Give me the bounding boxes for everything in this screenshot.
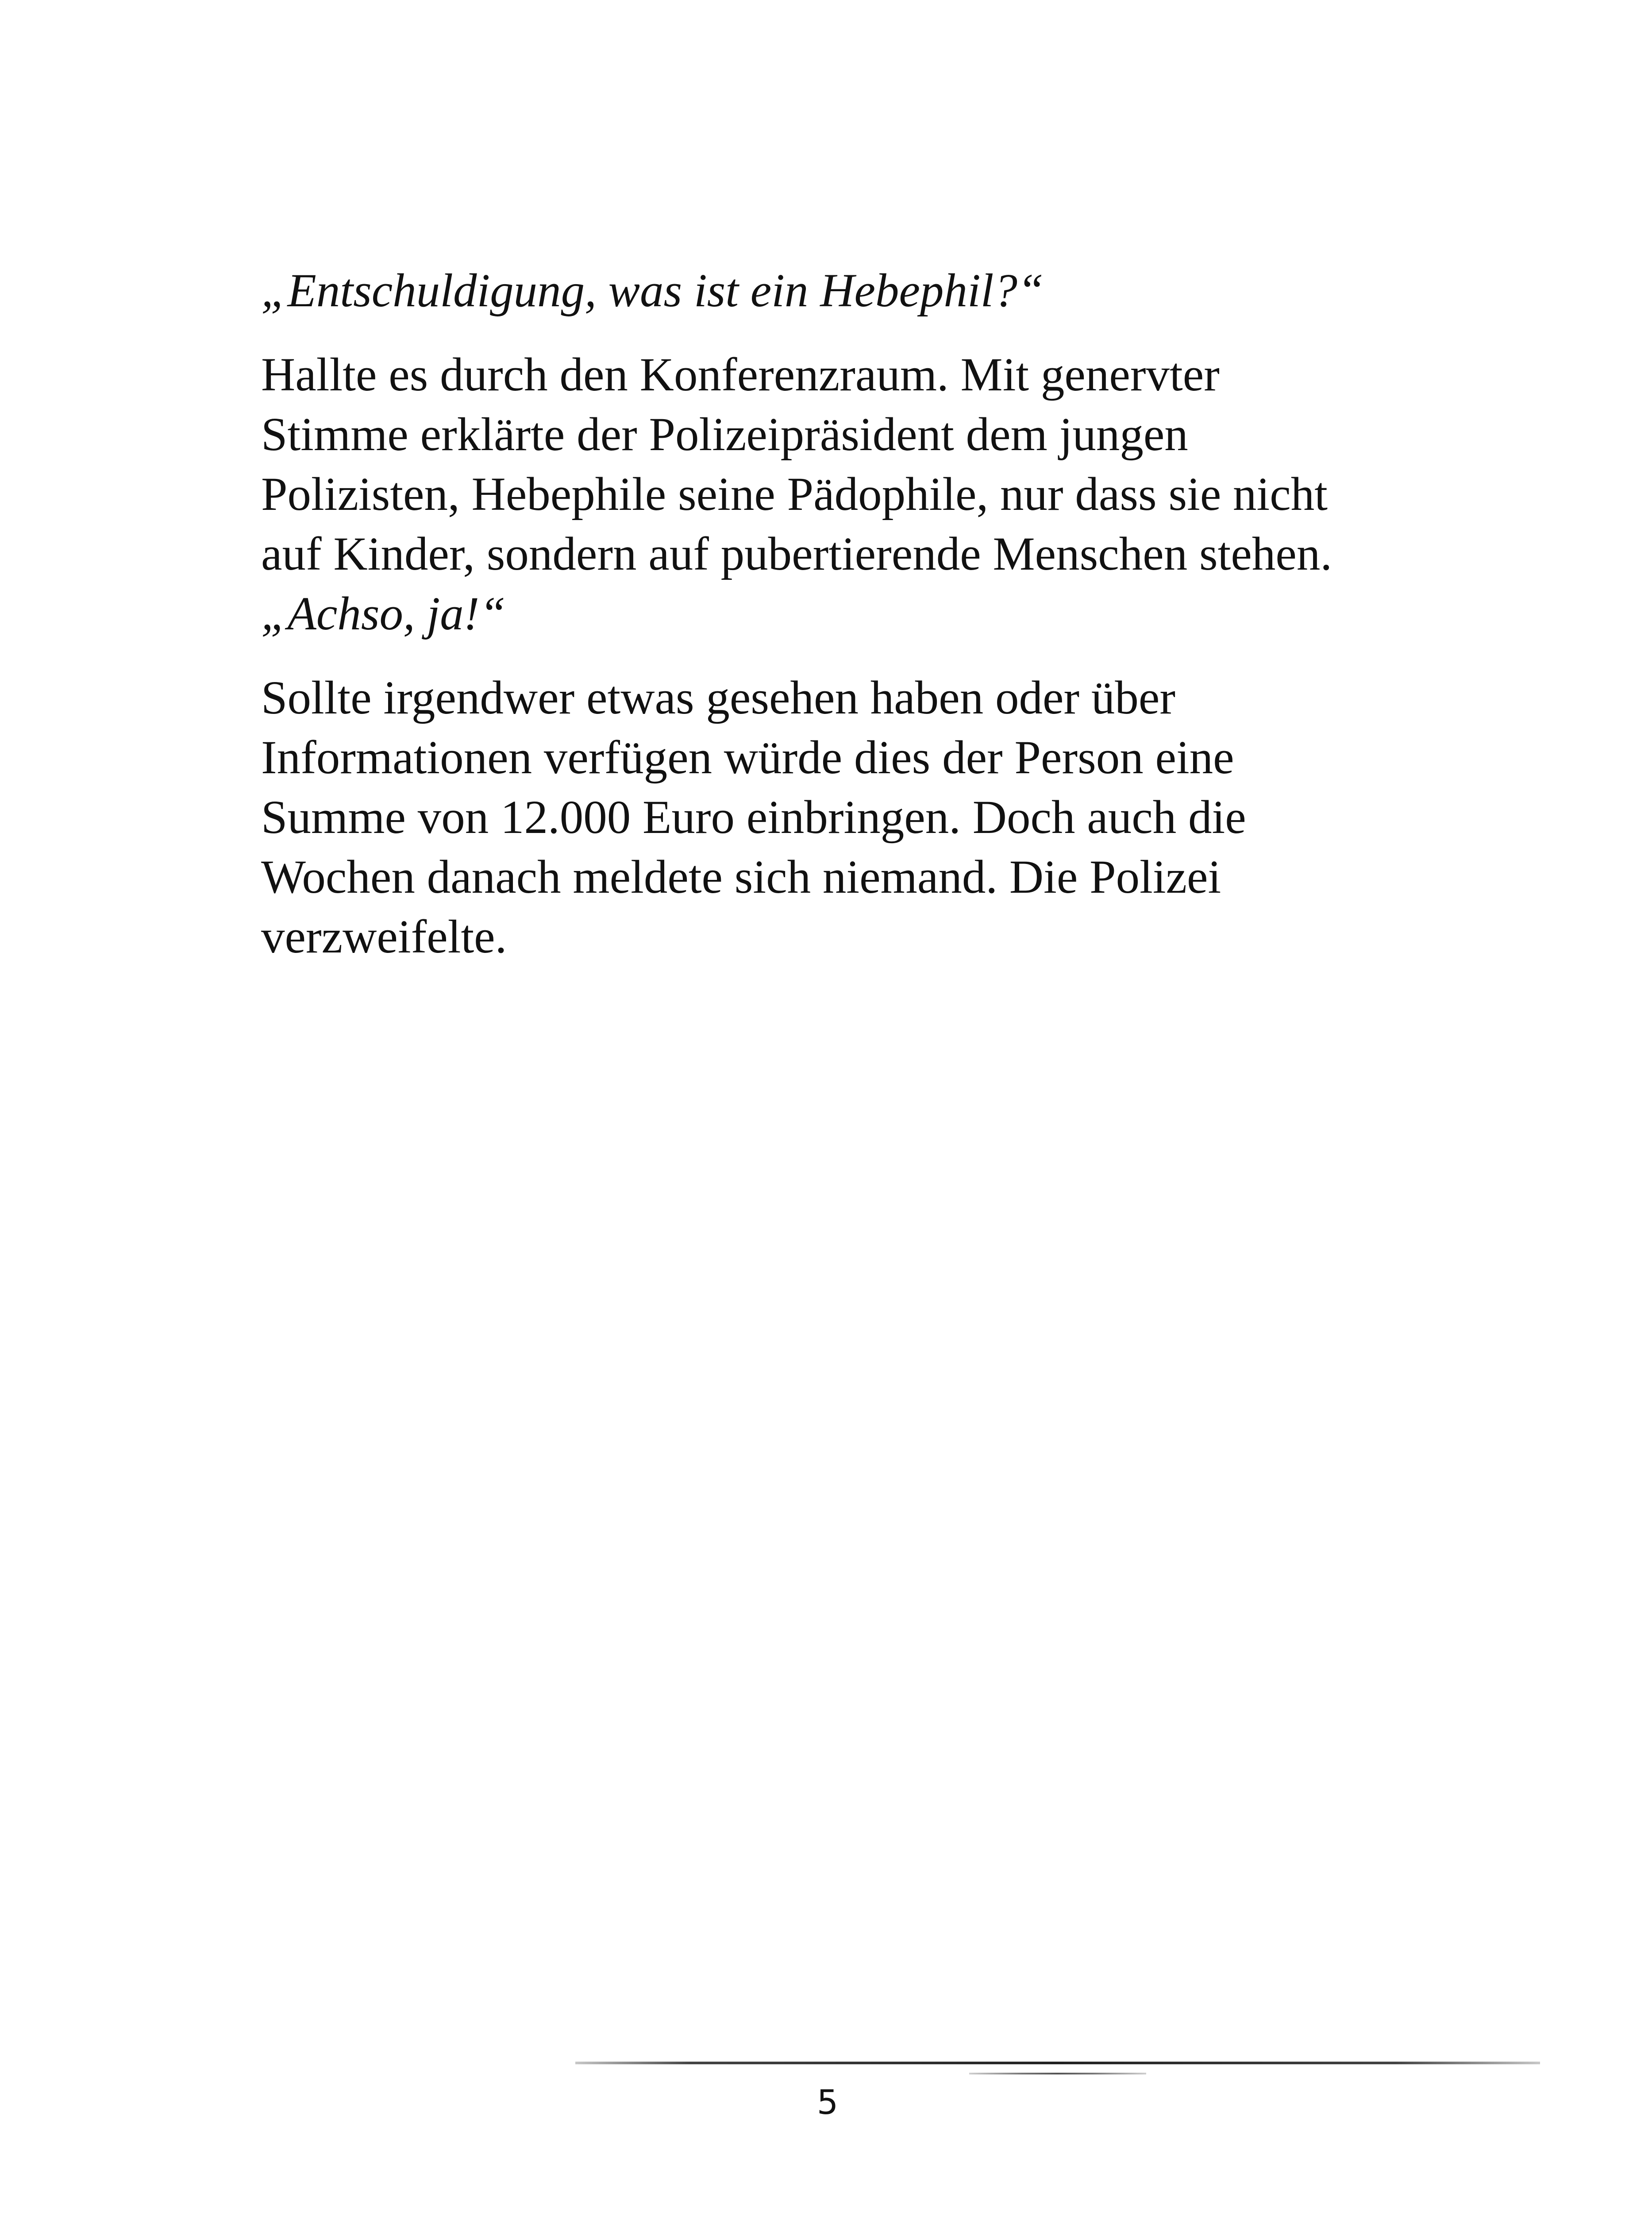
paragraph-2-line: Informationen verfügen würde dies der Person eine — [261, 732, 1234, 784]
dialogue-question — [261, 261, 1394, 321]
paragraph-1 — [261, 345, 1394, 644]
paragraph-2 — [261, 668, 1394, 967]
paragraph-2-line: verzweifelte. — [261, 911, 507, 963]
footer-divider-accent — [969, 2073, 1146, 2074]
paragraph-1-line: Hallte es durch den Konferenzraum. Mit genervter — [261, 349, 1220, 401]
paragraph-1-line: auf Kinder, sondern auf pubertierende Menschen stehen. — [261, 528, 1332, 580]
paragraph-1-line: Polizisten, Hebephile seine Pädophile, nur dass sie nicht — [261, 468, 1328, 520]
dialogue-answer: „Achso, ja!“ — [261, 588, 506, 640]
dialogue-question-text: „Entschuldigung, was ist ein Hebephil?“ — [261, 265, 1044, 317]
page-number: 5 — [816, 2082, 839, 2122]
paragraph-2-line: Wochen danach meldete sich niemand. Die Polizei — [261, 851, 1221, 903]
paragraph-1-line: Stimme erklärte der Polizeipräsident dem jungen — [261, 409, 1188, 461]
footer-divider — [575, 2062, 1540, 2064]
body-text — [261, 261, 1394, 967]
paragraph-2-line: Summe von 12.000 Euro einbringen. Doch auch die — [261, 791, 1246, 844]
paragraph-2-line: Sollte irgendwer etwas gesehen haben oder über — [261, 672, 1175, 724]
